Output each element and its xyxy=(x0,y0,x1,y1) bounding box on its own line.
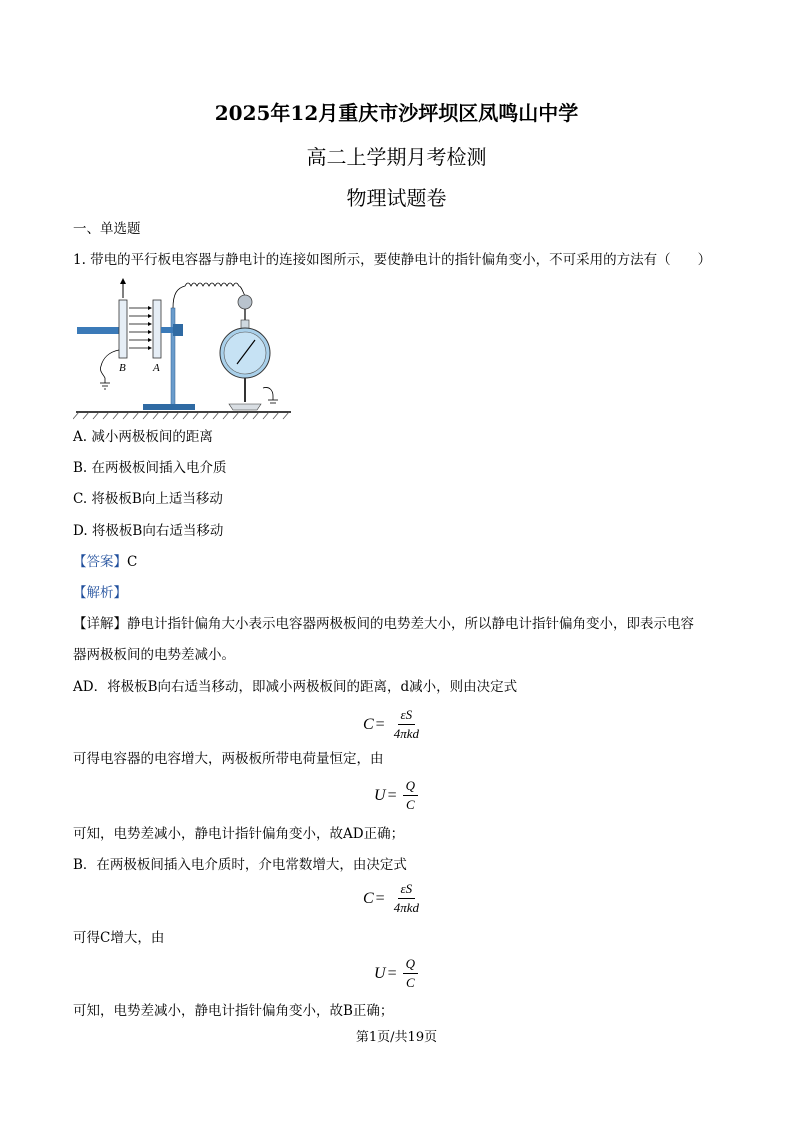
detail-label: 【详解】 xyxy=(73,616,127,632)
formula-equals: = xyxy=(387,964,397,982)
capacitance-formula-1 xyxy=(363,707,422,742)
b-conclusion-line: 可知，电势差减小，静电计指针偏角变小，故B正确； xyxy=(73,1003,394,1019)
detail-line-1 xyxy=(73,615,694,633)
section-heading: 一、单选题 xyxy=(73,221,141,237)
answer-value: C xyxy=(127,554,138,570)
plate-a-label: A xyxy=(153,362,160,374)
exam-school-title: 2025年12月重庆市沙坪坝区凤鸣山中学 xyxy=(214,101,579,125)
formula-numerator: Q xyxy=(403,778,418,796)
option-d: D. 将极板B向右适当移动 xyxy=(73,523,224,539)
ad-conclusion-line: 可知，电势差减小，静电计指针偏角变小，故AD正确； xyxy=(73,826,405,842)
ad-line: AD．将极板B向右适当移动，即减小两极板间的距离，d减小，则由决定式 xyxy=(73,679,518,695)
formula-fraction xyxy=(391,881,422,916)
formula-denominator: C xyxy=(405,975,415,990)
capacitance-formula-2 xyxy=(363,881,422,916)
formula-equals: = xyxy=(375,715,385,733)
answer-line xyxy=(73,553,137,571)
b-after-line: 可得C增大，由 xyxy=(73,930,165,946)
page-footer: 第1页/共19页 xyxy=(355,1030,438,1045)
analysis-heading: 【解析】 xyxy=(73,585,127,601)
exam-subject-title: 物理试题卷 xyxy=(346,186,447,210)
question-stem: 1. 带电的平行板电容器与静电计的连接如图所示，要使静电计的指针偏角变小，不可采用的方法有（ ） xyxy=(73,252,712,268)
option-a: A. 减小两极板间的距离 xyxy=(73,429,213,445)
option-c: C. 将极板B向上适当移动 xyxy=(73,491,223,507)
formula-fraction xyxy=(403,956,418,991)
formula-numerator: Q xyxy=(403,956,418,974)
formula-denominator: C xyxy=(405,797,415,812)
formula-numerator: εS xyxy=(398,881,416,899)
formula-lhs: C xyxy=(363,715,374,733)
plate-b-label: B xyxy=(119,362,126,374)
analysis-label xyxy=(73,584,127,602)
formula-denominator: 4πkd xyxy=(393,726,419,741)
formula-lhs: C xyxy=(363,889,374,907)
formula-lhs: U xyxy=(374,964,386,982)
formula-equals: = xyxy=(375,889,385,907)
voltage-formula-1 xyxy=(374,778,418,813)
capacitor-electroscope-figure xyxy=(73,278,295,424)
formula-denominator: 4πkd xyxy=(393,900,419,915)
option-b: B. 在两极板间插入电介质 xyxy=(73,460,227,476)
formula-fraction xyxy=(403,778,418,813)
detail-text-1: 静电计指针偏角大小表示电容器两极板间的电势差大小，所以静电计指针偏角变小，即表示电容 xyxy=(127,616,694,632)
formula-equals: = xyxy=(387,786,397,804)
voltage-formula-2 xyxy=(374,956,418,991)
formula-fraction xyxy=(391,707,422,742)
exam-grade-title: 高二上学期月考检测 xyxy=(306,145,487,169)
answer-label: 【答案】 xyxy=(73,554,127,570)
b-line: B．在两极板间插入电介质时，介电常数增大，由决定式 xyxy=(73,857,407,873)
ad-after-line: 可得电容器的电容增大，两极板所带电荷量恒定，由 xyxy=(73,751,384,767)
detail-line-2: 器两极板间的电势差减小。 xyxy=(73,647,235,663)
formula-lhs: U xyxy=(374,786,386,804)
formula-numerator: εS xyxy=(398,707,416,725)
